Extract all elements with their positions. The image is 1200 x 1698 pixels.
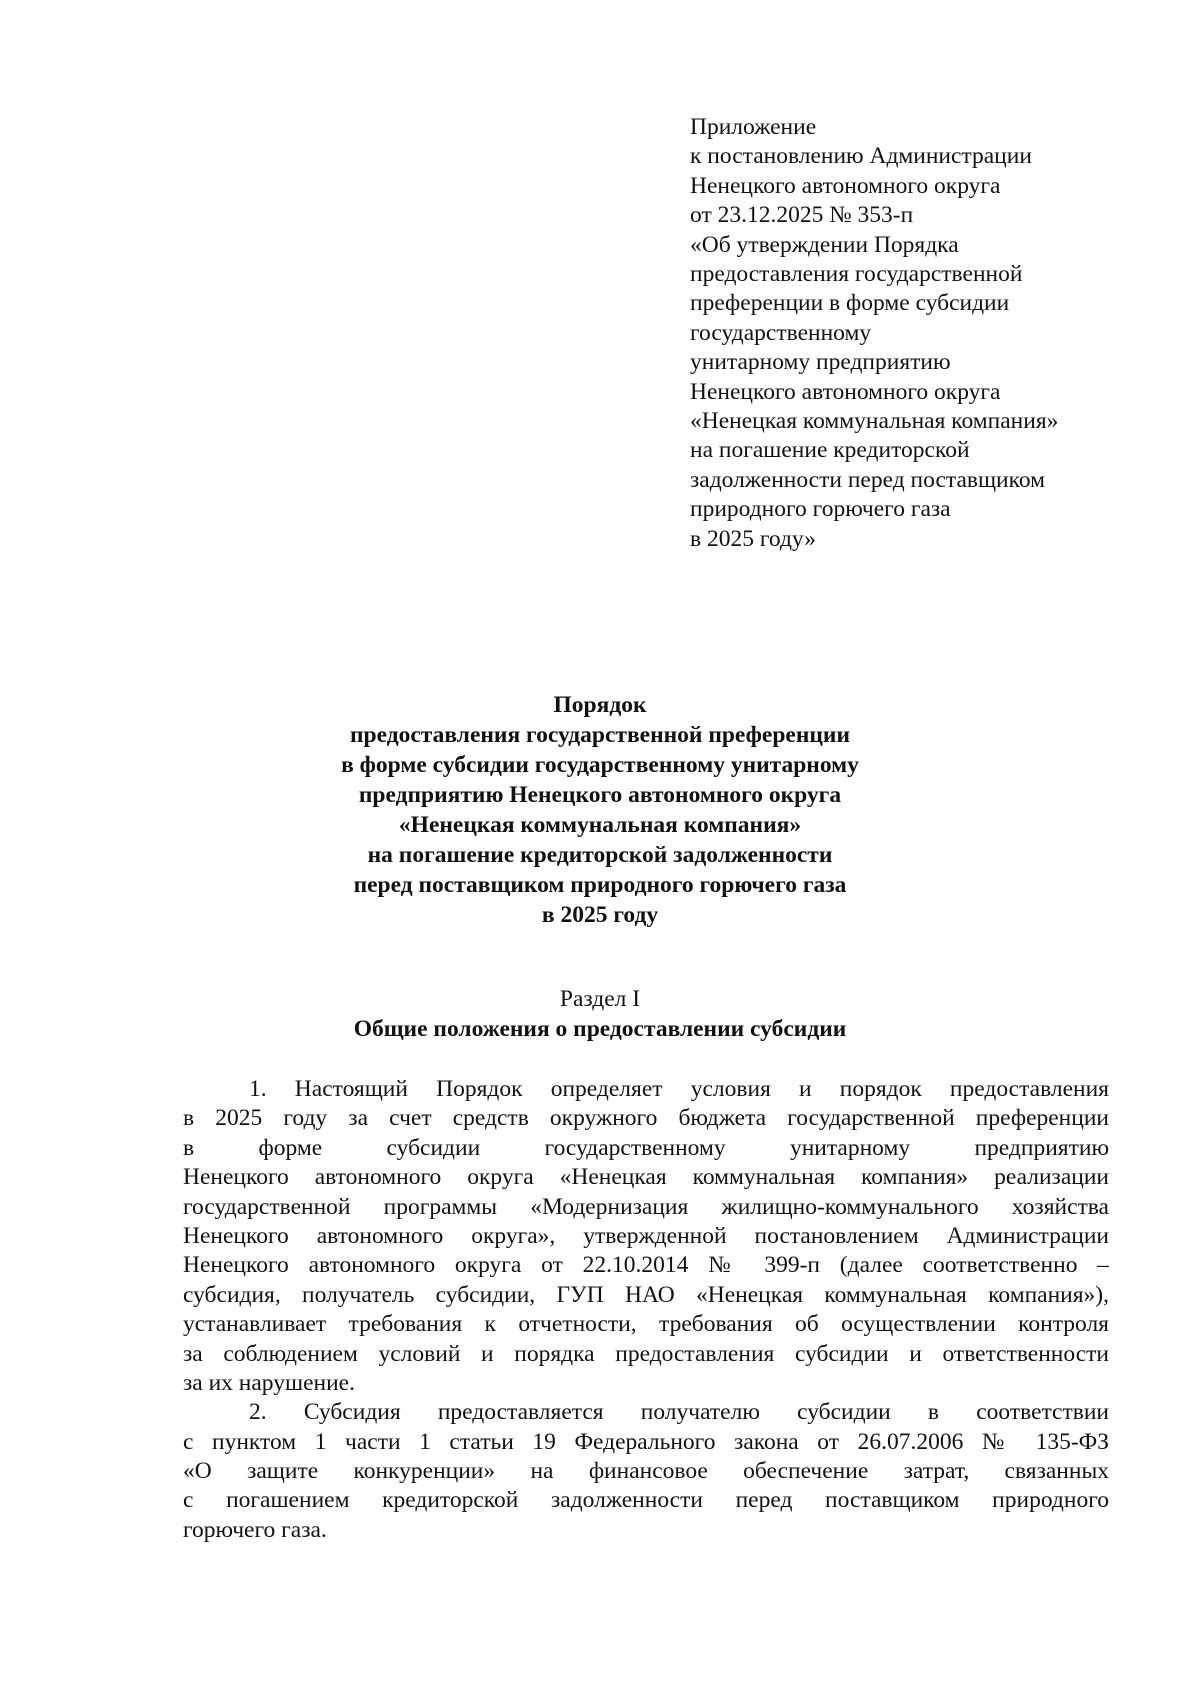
appendix-line: на погашение кредиторской xyxy=(690,437,970,464)
title-line: в форме субсидии государственному унитарному xyxy=(341,752,859,778)
paragraph-line: за их нарушение. xyxy=(183,1369,355,1396)
title-line: предприятию Ненецкого автономного округа xyxy=(358,782,842,808)
appendix-line: природного горючего газа xyxy=(690,496,951,523)
title-line: в 2025 году xyxy=(541,902,659,928)
paragraph-line: с погашением кредиторской задолженности перед поставщиком природного xyxy=(183,1487,1109,1514)
title-line: перед поставщиком природного горючего газа xyxy=(353,872,847,898)
appendix-line: «Об утверждении Порядка xyxy=(690,231,959,258)
appendix-header xyxy=(690,113,1170,554)
paragraph-line: в 2025 году за счет средств окружного бюджета государственной преференции xyxy=(183,1105,1109,1132)
appendix-line: Ненецкого автономного округа xyxy=(690,172,1001,199)
paragraph-line: «О защите конкуренции» на финансовое обеспечение затрат, связанных xyxy=(183,1458,1109,1485)
paragraph-line: за соблюдением условий и порядка предоставления субсидии и ответственности xyxy=(183,1340,1109,1367)
paragraph-line: горючего газа. xyxy=(183,1516,327,1543)
section-heading xyxy=(300,984,900,1044)
title-line: Порядок xyxy=(553,692,647,718)
appendix-line: преференции в форме субсидии xyxy=(690,290,1010,317)
appendix-line: в 2025 году» xyxy=(690,525,817,552)
paragraph-line: Ненецкого автономного округа «Ненецкая коммунальная компания» реализации xyxy=(183,1164,1109,1191)
section-number: Раздел I xyxy=(559,986,641,1012)
paragraph-line: в форме субсидии государственному унитарному предприятию xyxy=(183,1134,1109,1161)
appendix-line: Ненецкого автономного округа xyxy=(690,378,1001,405)
paragraph-line: 1. Настоящий Порядок определяет условия и порядок предоставления xyxy=(249,1076,1109,1102)
appendix-line: к постановлению Администрации xyxy=(690,143,1032,170)
appendix-line: предоставления государственной xyxy=(690,261,1023,288)
title-line: на погашение кредиторской задолженности xyxy=(367,842,833,868)
paragraph-1 xyxy=(183,1075,1109,1398)
paragraph-line: 2. Субсидия предоставляется получателю субсидии в соответствии xyxy=(249,1399,1109,1426)
paragraph-line: Ненецкого автономного округа от 22.10.2014 № 399-п (далее соответственно – xyxy=(183,1252,1109,1279)
paragraph-line: Ненецкого автономного округа», утвержденной постановлением Администрации xyxy=(183,1222,1109,1249)
title-line: предоставления государственной преференции xyxy=(350,722,850,748)
body-text xyxy=(183,1075,1109,1545)
appendix-line: унитарному предприятию xyxy=(690,349,951,376)
paragraph-line: государственной программы «Модернизация жилищно-коммунального хозяйства xyxy=(183,1193,1109,1220)
appendix-line: государственному xyxy=(690,319,872,346)
paragraph-line: субсидия, получатель субсидии, ГУП НАО «Ненецкая коммунальная компания»), xyxy=(183,1281,1109,1308)
section-title: Общие положения о предоставлении субсидии xyxy=(353,1016,847,1042)
title-line: «Ненецкая коммунальная компания» xyxy=(398,812,802,838)
paragraph-line: с пунктом 1 части 1 статьи 19 Федерального закона от 26.07.2006 № 135-ФЗ xyxy=(183,1428,1109,1455)
paragraph-2 xyxy=(183,1398,1109,1545)
appendix-line: от 23.12.2025 № 353-п xyxy=(690,202,914,229)
appendix-line: «Ненецкая коммунальная компания» xyxy=(690,408,1059,435)
appendix-line: задолженности перед поставщиком xyxy=(690,466,1046,493)
paragraph-line: устанавливает требования к отчетности, требования об осуществлении контроля xyxy=(183,1311,1109,1338)
document-title xyxy=(250,690,950,930)
appendix-line: Приложение xyxy=(690,114,817,140)
